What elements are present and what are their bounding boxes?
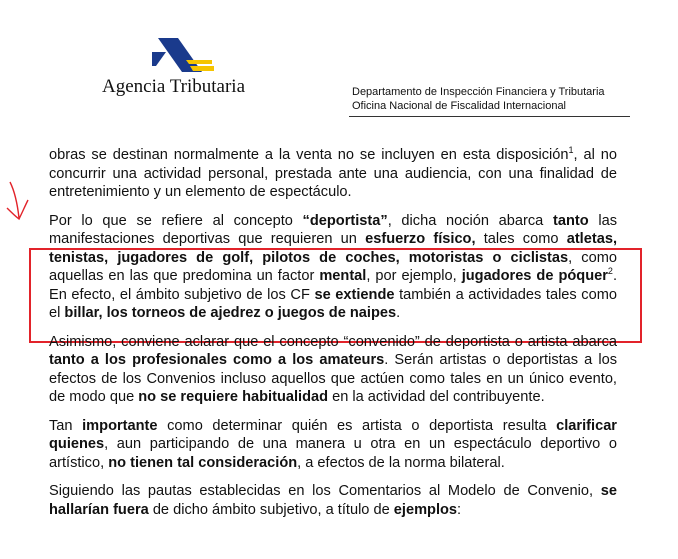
text-span: , por ejemplo,: [366, 268, 462, 284]
bold-text: billar, los torneos de ajedrez o juegos de naipes: [64, 305, 397, 321]
text-span: también a actividades tales como el: [49, 286, 617, 321]
text-span: , dicha noción abarca: [387, 212, 553, 229]
bold-text: se hallarían fuera: [49, 483, 617, 518]
paragraph-5: [49, 482, 617, 519]
paragraph-3: [49, 333, 617, 407]
text-span: Asimismo, conviene aclarar que el concepto “convenido” de deportista o artista abarca: [49, 333, 617, 350]
bold-text: no se requiere habitualidad: [138, 389, 329, 405]
department-line-1: Departamento de Inspección Financiera y Tributaria: [352, 86, 605, 98]
bold-text: no tienen tal consideración: [108, 454, 298, 471]
bold-text: atletas, tenistas, jugadores de golf, pilotos de coches, motoristas o ciclistas: [49, 231, 617, 266]
hand-drawn-arrow-icon: [2, 180, 32, 230]
bold-text: clarificar quienes: [49, 417, 617, 452]
department-line-2: Oficina Nacional de Fiscalidad Internacional: [352, 100, 567, 112]
text-span: :: [457, 501, 462, 518]
footnote-ref: 2: [607, 266, 613, 277]
bold-text: tanto a los profesionales como a los amateurs: [49, 352, 385, 368]
text-span: Por lo que se refiere al concepto: [49, 212, 303, 229]
footnote-ref: 1: [568, 145, 574, 156]
text-span: , como aquellas en las que predomina un factor: [49, 249, 617, 284]
document-body: [49, 146, 617, 529]
text-span: tales como: [475, 231, 567, 247]
text-span: Siguiendo las pautas establecidas en los Comentarios al Modelo de Convenio,: [49, 483, 601, 499]
text-span: obras se destinan normalmente a la venta no se incluyen en esta disposición: [49, 147, 569, 163]
paragraph-4: [49, 417, 617, 473]
text-span: de dicho ámbito subjetivo, a título de: [148, 501, 394, 518]
bold-text: importante: [82, 417, 158, 434]
header-divider: [349, 116, 630, 117]
bold-text: esfuerzo físico,: [365, 231, 476, 247]
department-info: [352, 85, 605, 113]
text-span: , a efectos de la norma bilateral.: [297, 454, 505, 471]
bold-text: ejemplos: [393, 501, 458, 518]
bold-text: mental: [319, 268, 367, 284]
bold-text: jugadores de póquer: [461, 268, 608, 284]
paragraph-2: [49, 212, 617, 323]
text-span: , aun participando de una manera u otra en un espectáculo deportivo o artístico,: [49, 436, 617, 471]
agency-name: Agencia Tributaria: [102, 76, 246, 97]
text-span: Tan: [49, 417, 83, 434]
text-span: .: [396, 305, 401, 321]
text-span: como determinar quién es artista o deportista resulta: [157, 417, 557, 434]
text-span: . Serán artistas o deportistas a los efectos de los Convenios incluso aquellos que actúen como tales en un único evento, de modo que: [49, 352, 617, 405]
text-span: en la actividad del contribuyente.: [328, 389, 545, 405]
paragraph-1: [49, 146, 617, 202]
bold-text: se extiende: [314, 286, 395, 303]
text-span: . En efecto, el ámbito subjetivo de los CF: [49, 268, 617, 303]
text-span: , al no concurrir una actividad personal, prestada ante una audiencia, con una finalidad de entretenimiento y un elemento de espectáculo.: [49, 147, 617, 200]
bold-text: “deportista”: [302, 212, 388, 229]
bold-text: tanto: [552, 212, 589, 229]
text-span: las manifestaciones deportivas que requieren un: [49, 212, 617, 247]
